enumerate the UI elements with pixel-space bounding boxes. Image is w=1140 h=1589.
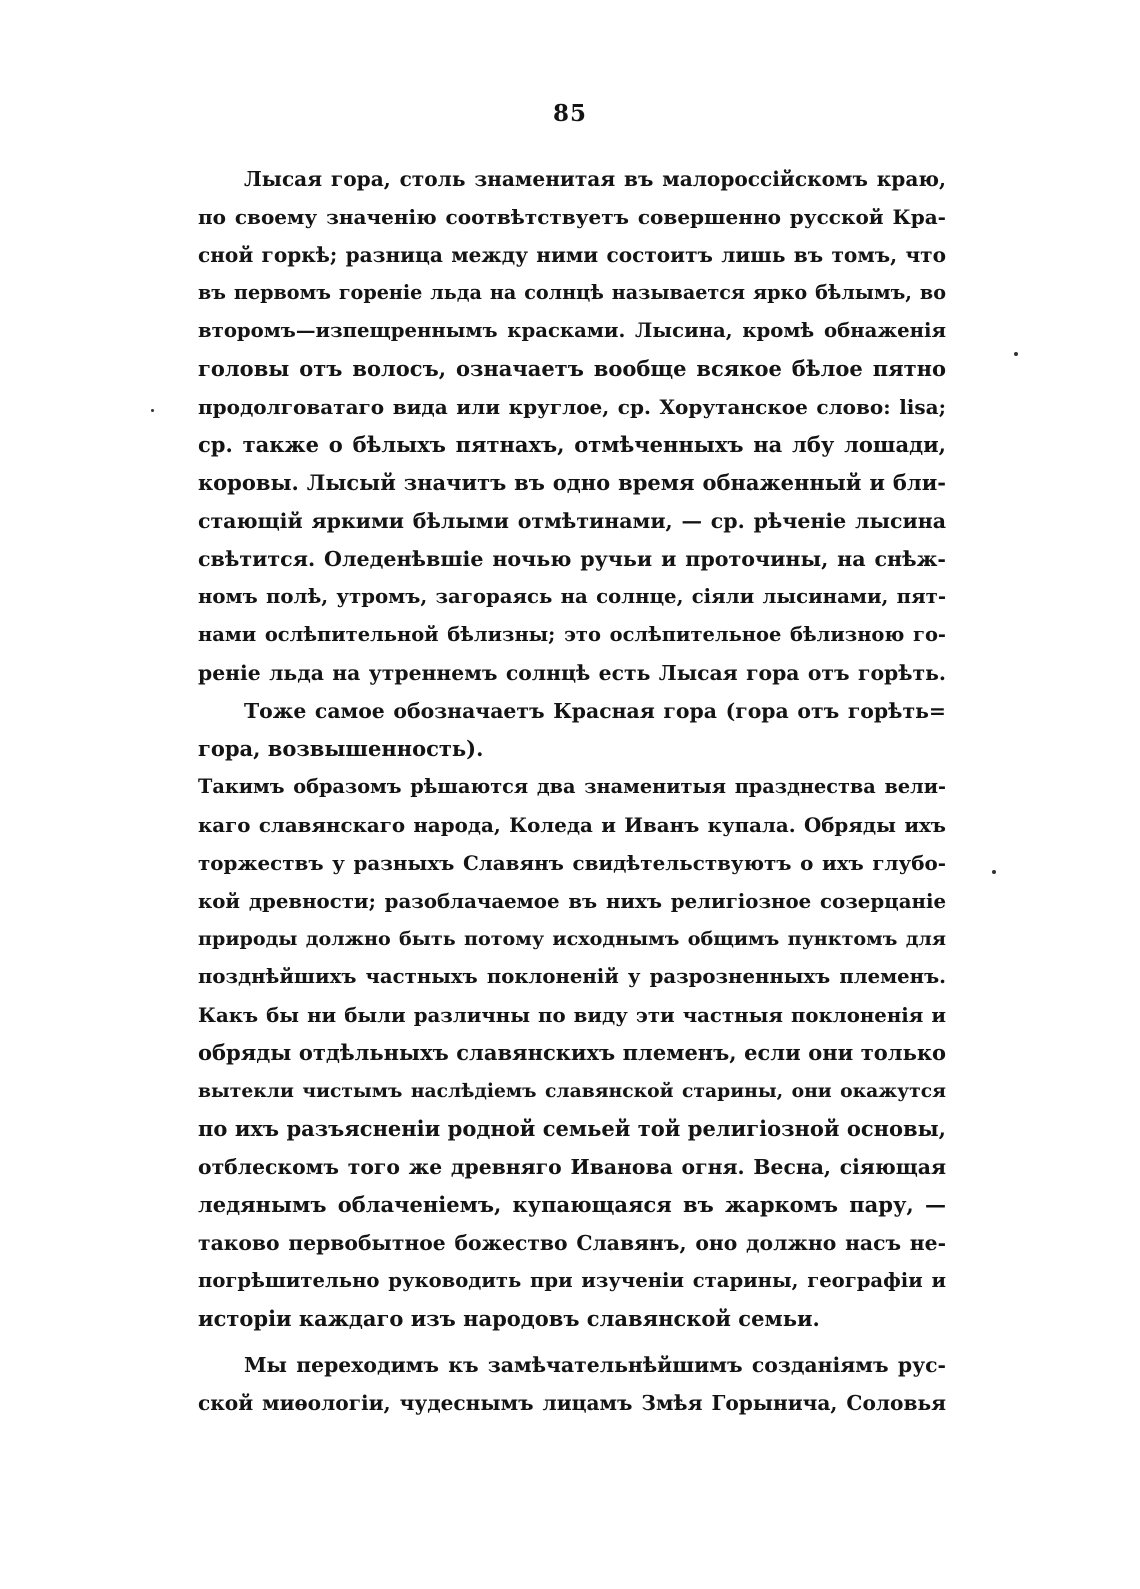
text-line: Лысая гора, столь знаменитая въ малороссійскомъ краю, <box>244 167 946 191</box>
text-line: головы отъ волосъ, означаетъ вообще всякое бѣлое пятно <box>198 356 946 381</box>
body-text <box>198 160 946 1422</box>
text-line: отблескомъ того же древняго Иванова огня. Весна, сіяющая <box>198 1155 946 1179</box>
text-line: по своему значенію соотвѣтствуетъ совершенно русской Кра- <box>198 205 946 229</box>
text-line: Мы переходимъ къ замѣчательнѣйшимъ созданіямъ рус- <box>244 1353 946 1377</box>
text-line: ср. также о бѣлыхъ пятнахъ, отмѣченныхъ на лбу лошади, <box>198 432 946 457</box>
paragraph <box>198 692 946 768</box>
paragraph <box>198 160 946 692</box>
text-line: каго славянскаго народа, Коледа и Иванъ купала. Обряды ихъ <box>198 813 946 837</box>
text-line: стающій яркими бѣлыми отмѣтинами, — ср. рѣченіе лысина <box>198 509 946 533</box>
scan-speck <box>1014 352 1018 356</box>
paragraph <box>198 768 946 1338</box>
text-line: торжествъ у разныхъ Славянъ свидѣтельствуютъ о ихъ глубо- <box>198 851 946 875</box>
text-line: сной горкѣ; разница между ними состоитъ лишь въ томъ, что <box>198 243 946 267</box>
scan-speck <box>992 870 996 874</box>
text-line: погрѣшительно руководить при изученіи старины, географіи и <box>198 1269 946 1292</box>
text-line: второмъ—изпещреннымъ красками. Лысина, кромѣ обнаженія <box>198 319 946 342</box>
text-line: вытекли чистымъ наслѣдіемъ славянской старины, они окажутся <box>198 1080 946 1102</box>
text-line: свѣтится. Оледенѣвшіе ночью ручьи и проточины, на снѣж- <box>198 547 946 571</box>
text-line: природы должно быть потому исходнымъ общимъ пунктомъ для <box>198 927 946 950</box>
text-line: реніе льда на утреннемъ солнцѣ есть Лысая гора отъ горѣть. <box>198 661 946 685</box>
text-line: продолговатаго вида или круглое, ср. Хорутанское слово: lisa; <box>198 395 946 419</box>
text-line: нами ослѣпительной бѣлизны; это ослѣпительное бѣлизною го- <box>198 623 946 646</box>
text-line: позднѣйшихъ частныхъ поклоненій у разрозненныхъ племенъ. <box>198 965 946 988</box>
text-line: Такимъ образомъ рѣшаются два знаменитыя празднества вели- <box>198 775 946 798</box>
text-line: ской миѳологіи, чудеснымъ лицамъ Змѣя Горынича, Соловья <box>198 1391 946 1415</box>
paragraph <box>198 1346 946 1422</box>
text-line: кой древности; разоблачаемое въ нихъ религіозное созерцаніе <box>198 889 946 913</box>
paragraph-gap <box>198 1338 946 1346</box>
page-number: 85 <box>552 100 587 127</box>
scan-speck <box>151 409 154 412</box>
text-line: ледянымъ облаченіемъ, купающаяся въ жаркомъ пару, — <box>198 1192 946 1217</box>
text-line: Тоже самое обозначаетъ Красная гора (гора отъ горѣть= <box>244 699 946 723</box>
text-line: коровы. Лысый значитъ въ одно время обнаженный и бли- <box>198 470 946 495</box>
text-line: Какъ бы ни были различны по виду эти частныя поклоненія и <box>198 1003 946 1027</box>
text-line: исторіи каждаго изъ народовъ славянской семьи. <box>198 1306 820 1331</box>
text-line: обряды отдѣльныхъ славянскихъ племенъ, если они только <box>198 1040 946 1065</box>
text-line: таково первобытное божество Славянъ, оно должно насъ не- <box>198 1231 946 1255</box>
text-line: въ первомъ гореніе льда на солнцѣ называется ярко бѣлымъ, во <box>198 281 946 304</box>
text-line: гора, возвышенность). <box>198 736 484 761</box>
text-line: номъ полѣ, утромъ, загораясь на солнце, сіяли лысинами, пят- <box>198 585 946 608</box>
text-line: по ихъ разъясненіи родной семьей той религіозной основы, <box>198 1116 946 1141</box>
